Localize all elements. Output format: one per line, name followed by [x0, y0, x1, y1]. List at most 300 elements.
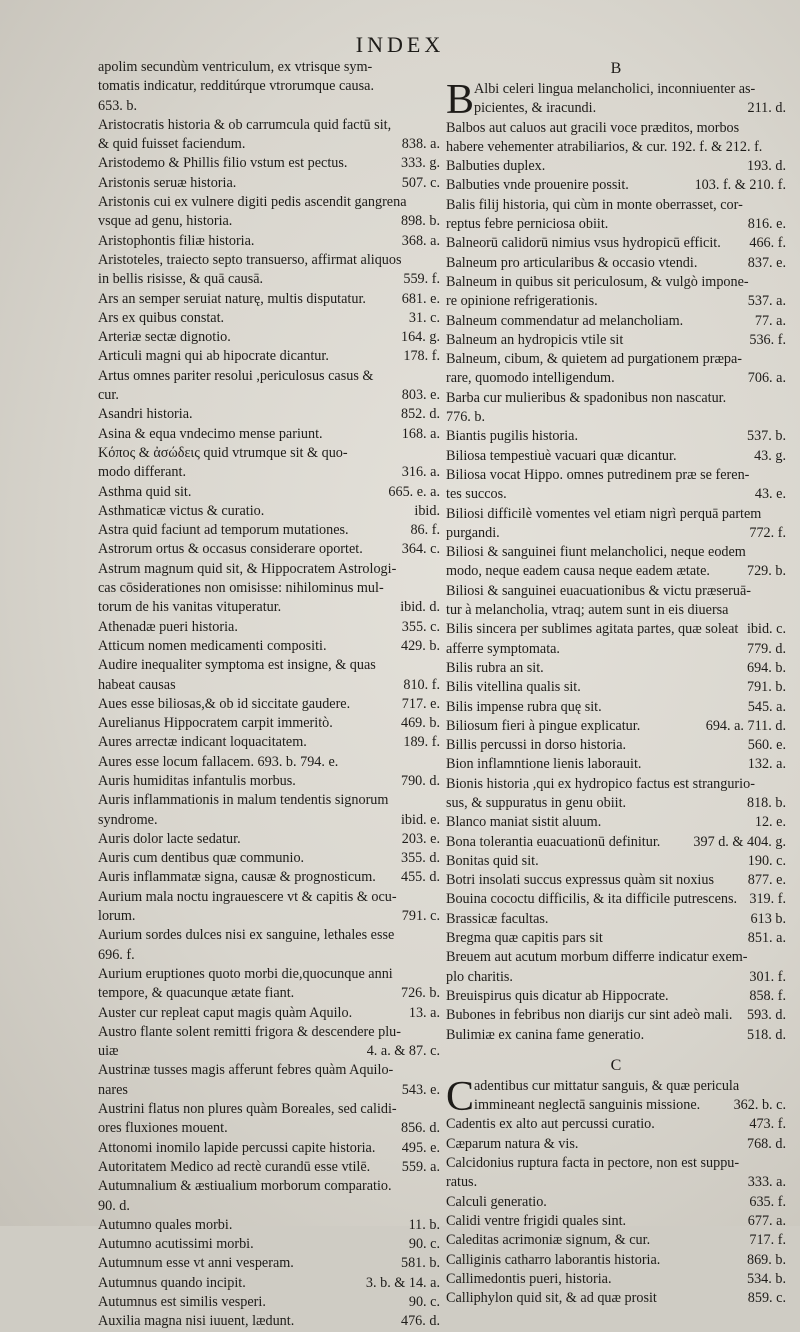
index-entry-line [446, 910, 786, 929]
index-entry-line [98, 1004, 440, 1023]
index-entry-line [446, 292, 786, 311]
entry-text: Aues esse biliosas,& ob id siccitate gaudere. [98, 695, 351, 712]
index-entry-line [98, 676, 440, 695]
entry-text: Auris inflammatæ signa, causæ & prognosticum. [98, 869, 376, 886]
entry-text: cas cōsiderationes non omisisse: nihilominus mul- [98, 580, 384, 597]
index-entry-line [446, 1289, 786, 1308]
entry-reference: 559. f. [403, 271, 440, 288]
entry-text: in bellis risisse, & quā causā. [98, 271, 264, 288]
index-entry-line [446, 254, 786, 273]
entry-reference: 190. c. [747, 852, 786, 869]
index-entry-line [446, 620, 786, 639]
entry-text: uiæ [98, 1043, 119, 1060]
index-entry-line [98, 1254, 440, 1273]
entry-reference: 768. d. [746, 1135, 786, 1152]
index-entry-line [98, 733, 440, 752]
entry-reference: 495. e. [401, 1139, 440, 1156]
entry-text: Biliosi & sanguinei fiunt melancholici, neque eodem [446, 544, 746, 561]
index-entry-line [98, 753, 440, 772]
entry-text: Ars ex quibus constat. [98, 309, 225, 326]
index-entry-line [446, 659, 786, 678]
entry-reference: 677. a. [747, 1212, 786, 1229]
entry-reference: 791. b. [746, 679, 786, 696]
entry-text: Cadentis ex alto aut percussi curatio. [446, 1116, 655, 1133]
entry-reference: 164. g. [400, 329, 440, 346]
entry-text: plo charitis. [446, 968, 513, 985]
entry-reference: 203. e. [401, 830, 440, 847]
entry-text: Auris dolor lacte sedatur. [98, 830, 241, 847]
index-entry-line [446, 562, 786, 581]
index-entry-line [98, 425, 440, 444]
index-entry-line [98, 154, 440, 173]
entry-reference: 362. b. c. [733, 1097, 786, 1114]
entry-text: Brassicæ facultas. [446, 910, 549, 927]
index-entry-line [98, 1081, 440, 1100]
entry-reference: 858. f. [749, 987, 786, 1004]
entry-text: Audire inequaliter symptoma est insigne, & quas [98, 657, 376, 674]
index-entry-line [446, 369, 786, 388]
entry-reference: 31. c. [408, 309, 440, 326]
section-b-lead [446, 77, 786, 123]
entry-text: Autumnus est similis vesperi. [98, 1294, 266, 1310]
entry-text: Calliginis catharro laborantis historia. [446, 1251, 661, 1268]
entry-reference: 3. b. & 14. a. [365, 1274, 440, 1291]
index-entry-line [98, 772, 440, 791]
index-entry-line [446, 678, 786, 697]
index-entry-line [446, 1212, 786, 1231]
entry-text: Bilis rubra an sit. [446, 659, 544, 676]
entry-text: Artus omnes pariter resolui ,periculosus casus & [98, 367, 374, 384]
entry-reference: 635. f. [749, 1193, 786, 1210]
entry-text: Auxilia magna nisi iuuent, lædunt. [98, 1313, 295, 1330]
index-entry-line [446, 505, 786, 524]
entry-text: modo differant. [98, 464, 186, 481]
dropcap-c: C [446, 1073, 475, 1120]
index-entry-line [98, 1312, 440, 1331]
entry-reference: 355. d. [400, 850, 440, 867]
entry-text: Calcidonius ruptura facta in pectore, non est suppu- [446, 1155, 740, 1172]
section-c-lead [446, 1073, 786, 1120]
entry-text: Biliosum fieri à pingue explicatur. [446, 717, 641, 734]
index-entry-line [446, 968, 786, 987]
entry-text: cur. [98, 387, 119, 404]
entry-text: Aurium eruptiones quoto morbi die,quocunque anni [98, 965, 393, 982]
section-b-entries [446, 119, 786, 1045]
entry-text: Barba cur mulieribus & spadonibus non nascatur. [446, 389, 727, 406]
index-entry-line [98, 1177, 440, 1196]
entry-reference: 559. a. [401, 1158, 440, 1175]
index-entry-line [98, 251, 440, 270]
index-entry-line [98, 232, 440, 251]
entry-text: ratus. [446, 1174, 478, 1191]
entry-text: Biliosa tempestiuè vacuari quæ dicantur. [446, 447, 677, 464]
index-entry-line [98, 367, 440, 386]
index-entry-line [446, 485, 786, 504]
section-c-entries [446, 1115, 786, 1308]
entry-text: immineant neglectā sanguinis missione. [474, 1097, 701, 1114]
entry-reference: 132. a. [747, 756, 786, 773]
index-entry-line [446, 1006, 786, 1025]
entry-text: tomatis indicatur, redditúrque vtrorumque causa. [98, 78, 375, 95]
entry-text: Albi celeri lingua melancholici, inconniuenter as- [474, 81, 756, 97]
entry-text: Bregma quæ capitis pars sit [446, 930, 603, 947]
entry-text: sus, & suppuratus in genu obiit. [446, 794, 627, 811]
entry-text: Aristocratis historia & ob carrumcula quid factū sit, [98, 116, 392, 133]
index-entry-line [98, 714, 440, 733]
entry-text: Aurium sordes dulces nisi ex sanguine, lethales esse [98, 927, 395, 944]
entry-reference: 681. e. [401, 290, 440, 307]
entry-text: Bulimiæ ex canina fame generatio. [446, 1026, 645, 1043]
index-entry-line [474, 1077, 786, 1096]
entry-reference: 316. a. [401, 464, 440, 481]
index-entry-line [446, 466, 786, 485]
index-entry-line [446, 582, 786, 601]
entry-reference: 77. a. [754, 312, 786, 329]
entry-reference: 869. b. [746, 1251, 786, 1268]
entry-reference: 810. f. [403, 676, 440, 693]
index-entry-line [98, 1119, 440, 1138]
entry-reference: 717. e. [401, 695, 440, 712]
entry-text: Aristophontis filiæ historia. [98, 232, 255, 249]
index-entry-line [98, 77, 440, 96]
index-entry-line [446, 408, 786, 427]
index-entry-line [98, 328, 440, 347]
entry-text: Autumnalium & æstiualium morborum comparatio. [98, 1178, 392, 1195]
entry-text: Bouina cococtu difficilis, & ita difficile putrescens. [446, 891, 738, 908]
index-entry-line [98, 618, 440, 637]
entry-reference: 364. c. [401, 541, 440, 558]
index-entry-line [446, 543, 786, 562]
entry-reference: 729. b. [746, 563, 786, 580]
entry-reference: 816. e. [747, 216, 786, 233]
index-entry-line [474, 99, 786, 118]
entry-text: Autumno quales morbi. [98, 1216, 233, 1233]
section-letter-b: B [610, 60, 622, 77]
entry-reference: 852. d. [400, 406, 440, 423]
entry-text: Aurium mala noctu ingrauescere vt & capitis & ocu- [98, 888, 397, 905]
index-entry-line [446, 929, 786, 948]
entry-reference: 178. f. [403, 348, 440, 365]
entry-text: 653. b. [98, 97, 138, 114]
entry-text: Autumnus quando incipit. [98, 1274, 246, 1291]
index-entry-line [98, 946, 440, 965]
index-entry-line [98, 830, 440, 849]
entry-text: Calidi ventre frigidi quales sint. [446, 1212, 627, 1229]
entry-text: Cæparum natura & vis. [446, 1135, 579, 1152]
index-entry-line [446, 1154, 786, 1173]
entry-text: Balneum an hydropicis vtile sit [446, 331, 624, 348]
index-entry-line [98, 405, 440, 424]
entry-reference: 301. f. [749, 968, 786, 985]
index-entry-line [446, 1251, 786, 1270]
entry-reference: 507. c. [401, 174, 440, 191]
index-entry-line [98, 811, 440, 830]
entry-text: afferre symptomata. [446, 640, 560, 657]
entry-text: Balneum, cibum, & quietem ad purgationem præpa- [446, 351, 743, 368]
entry-text: Astrorum ortus & occasus considerare oportet. [98, 541, 363, 558]
entry-text: tes succos. [446, 486, 507, 503]
entry-reference: 717. f. [749, 1232, 786, 1249]
index-entry-line [98, 270, 440, 289]
entry-text: Balneum commendatur ad melancholiam. [446, 312, 684, 329]
entry-text: Austrinæ tusses magis afferunt febres quàm Aquilo- [98, 1062, 394, 1079]
section-letter-c: C [610, 1056, 622, 1074]
entry-text: Aures arrectæ indicant loquacitatem. [98, 734, 307, 751]
index-entry-line [446, 215, 786, 234]
entry-text: Athenadæ pueri historia. [98, 618, 238, 635]
entry-reference: 211. d. [747, 100, 786, 117]
entry-reference: 706. a. [747, 370, 786, 387]
entry-reference: 694. a. 711. d. [705, 717, 786, 734]
index-entry-line [446, 852, 786, 871]
entry-text: Bionis historia ,qui ex hydropico factus est strangurio- [446, 775, 755, 792]
entry-reference: 560. e. [747, 737, 786, 754]
index-entry-line [98, 174, 440, 193]
index-entry-line [98, 463, 440, 482]
entry-text: nares [98, 1081, 128, 1098]
entry-text: & quid fuisset faciendum. [98, 136, 246, 153]
entry-reference: 726. b. [400, 985, 440, 1002]
index-entry-line [446, 524, 786, 543]
index-entry-line [98, 212, 440, 231]
entry-reference: 4. a. & 87. c. [366, 1043, 440, 1060]
index-entry-line [446, 196, 786, 215]
entry-reference: ibid. c. [746, 621, 786, 638]
entry-text: 776. b. [446, 409, 486, 426]
index-entry-line [98, 1061, 440, 1080]
entry-reference: 168. a. [401, 425, 440, 442]
index-entry-line [98, 1023, 440, 1042]
entry-text: Bona tolerantia euacuationū definitur. [446, 833, 661, 850]
index-entry-line [474, 80, 786, 99]
entry-reference: 476. d. [400, 1313, 440, 1330]
entry-text: 696. f. [98, 946, 135, 963]
entry-text: Biliosi difficilè vomentes vel etiam nigrì perquā partem [446, 505, 762, 522]
page-header: INDEX [355, 32, 445, 57]
entry-text: Attonomi inomilo lapide percussi capite historia. [98, 1139, 376, 1156]
entry-text: torum de his vanitas vituperatur. [98, 599, 282, 616]
entry-text: Auris cum dentibus quæ communio. [98, 850, 305, 867]
entry-text: ores fluxiones mouent. [98, 1120, 228, 1137]
entry-text: Austrini flatus non plures quàm Boreales, sed calidi- [98, 1101, 397, 1118]
index-entry-line [446, 775, 786, 794]
index-entry-line [98, 58, 440, 77]
index-entry-line [446, 1270, 786, 1289]
entry-reference: 43. e. [754, 486, 786, 503]
entry-reference: 581. b. [400, 1255, 440, 1272]
entry-text: Balbuties duplex. [446, 158, 546, 175]
entry-reference: 803. e. [401, 387, 440, 404]
entry-text: Articuli magni qui ab hipocrate dicantur. [98, 348, 329, 365]
index-entry-line [98, 907, 440, 926]
index-entry-line [446, 176, 786, 195]
index-entry-line [446, 447, 786, 466]
entry-reference: ibid. [414, 502, 440, 519]
entry-reference: 851. a. [747, 930, 786, 947]
entry-text: Balis filij historia, qui cùm in monte oberrasset, cor- [446, 196, 743, 213]
entry-reference: 543. e. [401, 1081, 440, 1098]
entry-text: Balbuties vnde prouenire possit. [446, 177, 629, 194]
entry-text: Aristodemo & Phillis filio vstum est pectus. [98, 155, 348, 172]
entry-text: Astrum magnum quid sit, & Hippocratem Astrologi- [98, 560, 397, 577]
index-entry-line [446, 273, 786, 292]
entry-reference: 665. e. a. [388, 483, 440, 500]
entry-text: Calculi generatio. [446, 1193, 547, 1210]
index-entry-line [98, 579, 440, 598]
entry-reference: 613 b. [750, 910, 786, 927]
index-entry-line [98, 1158, 440, 1177]
dropcap-b: B [446, 77, 475, 123]
entry-text: Biantis pugilis historia. [446, 428, 579, 445]
entry-text: Bonitas quid sit. [446, 852, 539, 869]
entry-reference: 193. d. [746, 158, 786, 175]
entry-text: apolim secundùm ventriculum, ex vtrisque sym- [98, 59, 373, 75]
index-entry-line [446, 717, 786, 736]
entry-reference: 837. e. [747, 254, 786, 271]
entry-text: Bilis impense rubra quę sit. [446, 698, 602, 715]
index-entry-line [446, 1026, 786, 1045]
index-entry-line [98, 386, 440, 405]
index-entry-line [98, 984, 440, 1003]
entry-reference: 43. g. [754, 447, 786, 464]
entry-text: re opinione refrigerationis. [446, 293, 598, 310]
entry-reference: 859. c. [747, 1290, 786, 1307]
index-entry-line [98, 521, 440, 540]
index-entry-line [98, 1235, 440, 1254]
entry-text: Botri insolati succus expressus quàm sit noxius [446, 872, 714, 889]
index-entry-line [446, 1115, 786, 1134]
index-entry-line [446, 389, 786, 408]
entry-reference: 536. f. [749, 331, 786, 348]
entry-text: Aures esse locum fallacem. 693. b. 794. e. [98, 753, 339, 770]
entry-reference: 779. d. [746, 640, 786, 657]
index-entry-line [446, 987, 786, 1006]
entry-reference: ibid. d. [400, 599, 440, 616]
entry-text: Arteriæ sectæ dignotio. [98, 329, 231, 346]
index-entry-line [446, 1135, 786, 1154]
index-entry-line [98, 926, 440, 945]
left-column [98, 58, 440, 1332]
index-entry-line [98, 868, 440, 887]
index-entry-line [98, 135, 440, 154]
entry-reference: 877. e. [747, 872, 786, 889]
index-entry-line [98, 444, 440, 463]
entry-text: Autumno acutissimi morbi. [98, 1236, 254, 1253]
index-entry-line [446, 698, 786, 717]
entry-reference: 397 d. & 404. g. [693, 833, 786, 850]
index-entry-line [98, 637, 440, 656]
index-entry-line [446, 331, 786, 350]
entry-reference: 455. d. [400, 869, 440, 886]
entry-text: Atticum nomen medicamenti compositi. [98, 637, 327, 654]
entry-text: Auris inflammationis in malum tendentis signorum [98, 792, 389, 809]
entry-reference: 469. b. [400, 715, 440, 732]
entry-reference: 518. d. [746, 1026, 786, 1043]
entry-text: Bilis vitellina qualis sit. [446, 679, 581, 696]
index-entry-line [446, 427, 786, 446]
index-entry-line [446, 601, 786, 620]
entry-text: Balneum pro articularibus & occasio vtendi. [446, 254, 698, 271]
entry-text: Κόπος & ἀσώδεις quid vtrumque sit & quo- [98, 444, 348, 461]
index-entry-line [98, 309, 440, 328]
entry-reference: 86. f. [410, 522, 440, 539]
entry-text: Aurelianus Hippocratem carpit immeritò. [98, 715, 333, 732]
index-entry-line [446, 138, 786, 157]
index-entry-line [98, 502, 440, 521]
entry-text: Asandri historia. [98, 406, 193, 423]
entry-text: Asthmaticæ victus & curatio. [98, 502, 265, 519]
entry-text: Aristoteles, traiecto septo transuerso, affirmat aliquos [98, 251, 402, 268]
index-entry-line [98, 290, 440, 309]
index-entry-line [98, 888, 440, 907]
entry-text: tempore, & quacunque ætate fiant. [98, 985, 295, 1002]
entry-text: habere vehementer atrabiliarios, & cur. 192. f. & 212. f. [446, 138, 763, 155]
index-entry-line [474, 1096, 786, 1115]
entry-text: lorum. [98, 908, 136, 925]
entry-text: Breuispirus quis dicatur ab Hippocrate. [446, 987, 669, 1004]
index-entry-line [446, 157, 786, 176]
index-entry-line [98, 1216, 440, 1235]
entry-reference: 103. f. & 210. f. [694, 177, 786, 194]
entry-reference: 772. f. [749, 524, 786, 541]
entry-text: Auster cur repleat caput magis quàm Aquilo. [98, 1004, 353, 1021]
index-entry-line [446, 833, 786, 852]
entry-text: Blanco maniat sistit aluum. [446, 814, 602, 831]
entry-text: Aristonis cui ex vulnere digiti pedis ascendit gangrena [98, 194, 407, 211]
entry-reference: ibid. e. [400, 811, 440, 828]
entry-text: reptus febre perniciosa obiit. [446, 216, 609, 233]
index-entry-line [98, 347, 440, 366]
index-entry-line [98, 695, 440, 714]
index-entry-line [98, 97, 440, 116]
entry-text: Billis percussi in dorso historia. [446, 737, 627, 754]
index-entry-line [446, 1173, 786, 1192]
index-entry-line [446, 871, 786, 890]
entry-text: tur à melancholia, vtraq; autem sunt in eis diuersa [446, 602, 729, 619]
index-entry-line [98, 193, 440, 212]
entry-reference: 333. g. [400, 155, 440, 172]
entry-reference: 791. c. [401, 908, 440, 925]
entry-text: Biliosi & sanguinei euacuationibus & victu præseruā- [446, 582, 751, 599]
entry-text: Balneorū calidorū nimius vsus hydropicū efficit. [446, 235, 721, 252]
entry-reference: 537. a. [747, 293, 786, 310]
index-entry-line [446, 119, 786, 138]
index-entry-line [98, 1042, 440, 1061]
entry-reference: 466. f. [749, 235, 786, 252]
entry-reference: 355. c. [401, 618, 440, 635]
entry-reference: 368. a. [401, 232, 440, 249]
entry-reference: 545. a. [747, 698, 786, 715]
index-entry-line [446, 640, 786, 659]
entry-reference: 838. a. [401, 136, 440, 153]
index-entry-line [98, 1139, 440, 1158]
index-entry-line [446, 813, 786, 832]
index-entry-line [446, 755, 786, 774]
entry-text: syndrome. [98, 811, 158, 828]
entry-reference: 537. b. [746, 428, 786, 445]
entry-reference: 473. f. [749, 1116, 786, 1133]
entry-text: Bion inflamntione lienis laborauit. [446, 756, 642, 773]
entry-text: habeat causas [98, 676, 176, 693]
entry-text: Bubones in febribus non diarijs cur sint adeò mali. [446, 1007, 733, 1024]
index-entry-line [446, 890, 786, 909]
entry-reference: 856. d. [400, 1120, 440, 1137]
index-entry-line [446, 1193, 786, 1212]
entry-text: purgandi. [446, 524, 500, 541]
entry-reference: 593. d. [746, 1007, 786, 1024]
index-entry-line [446, 350, 786, 369]
index-entry-line [98, 116, 440, 135]
